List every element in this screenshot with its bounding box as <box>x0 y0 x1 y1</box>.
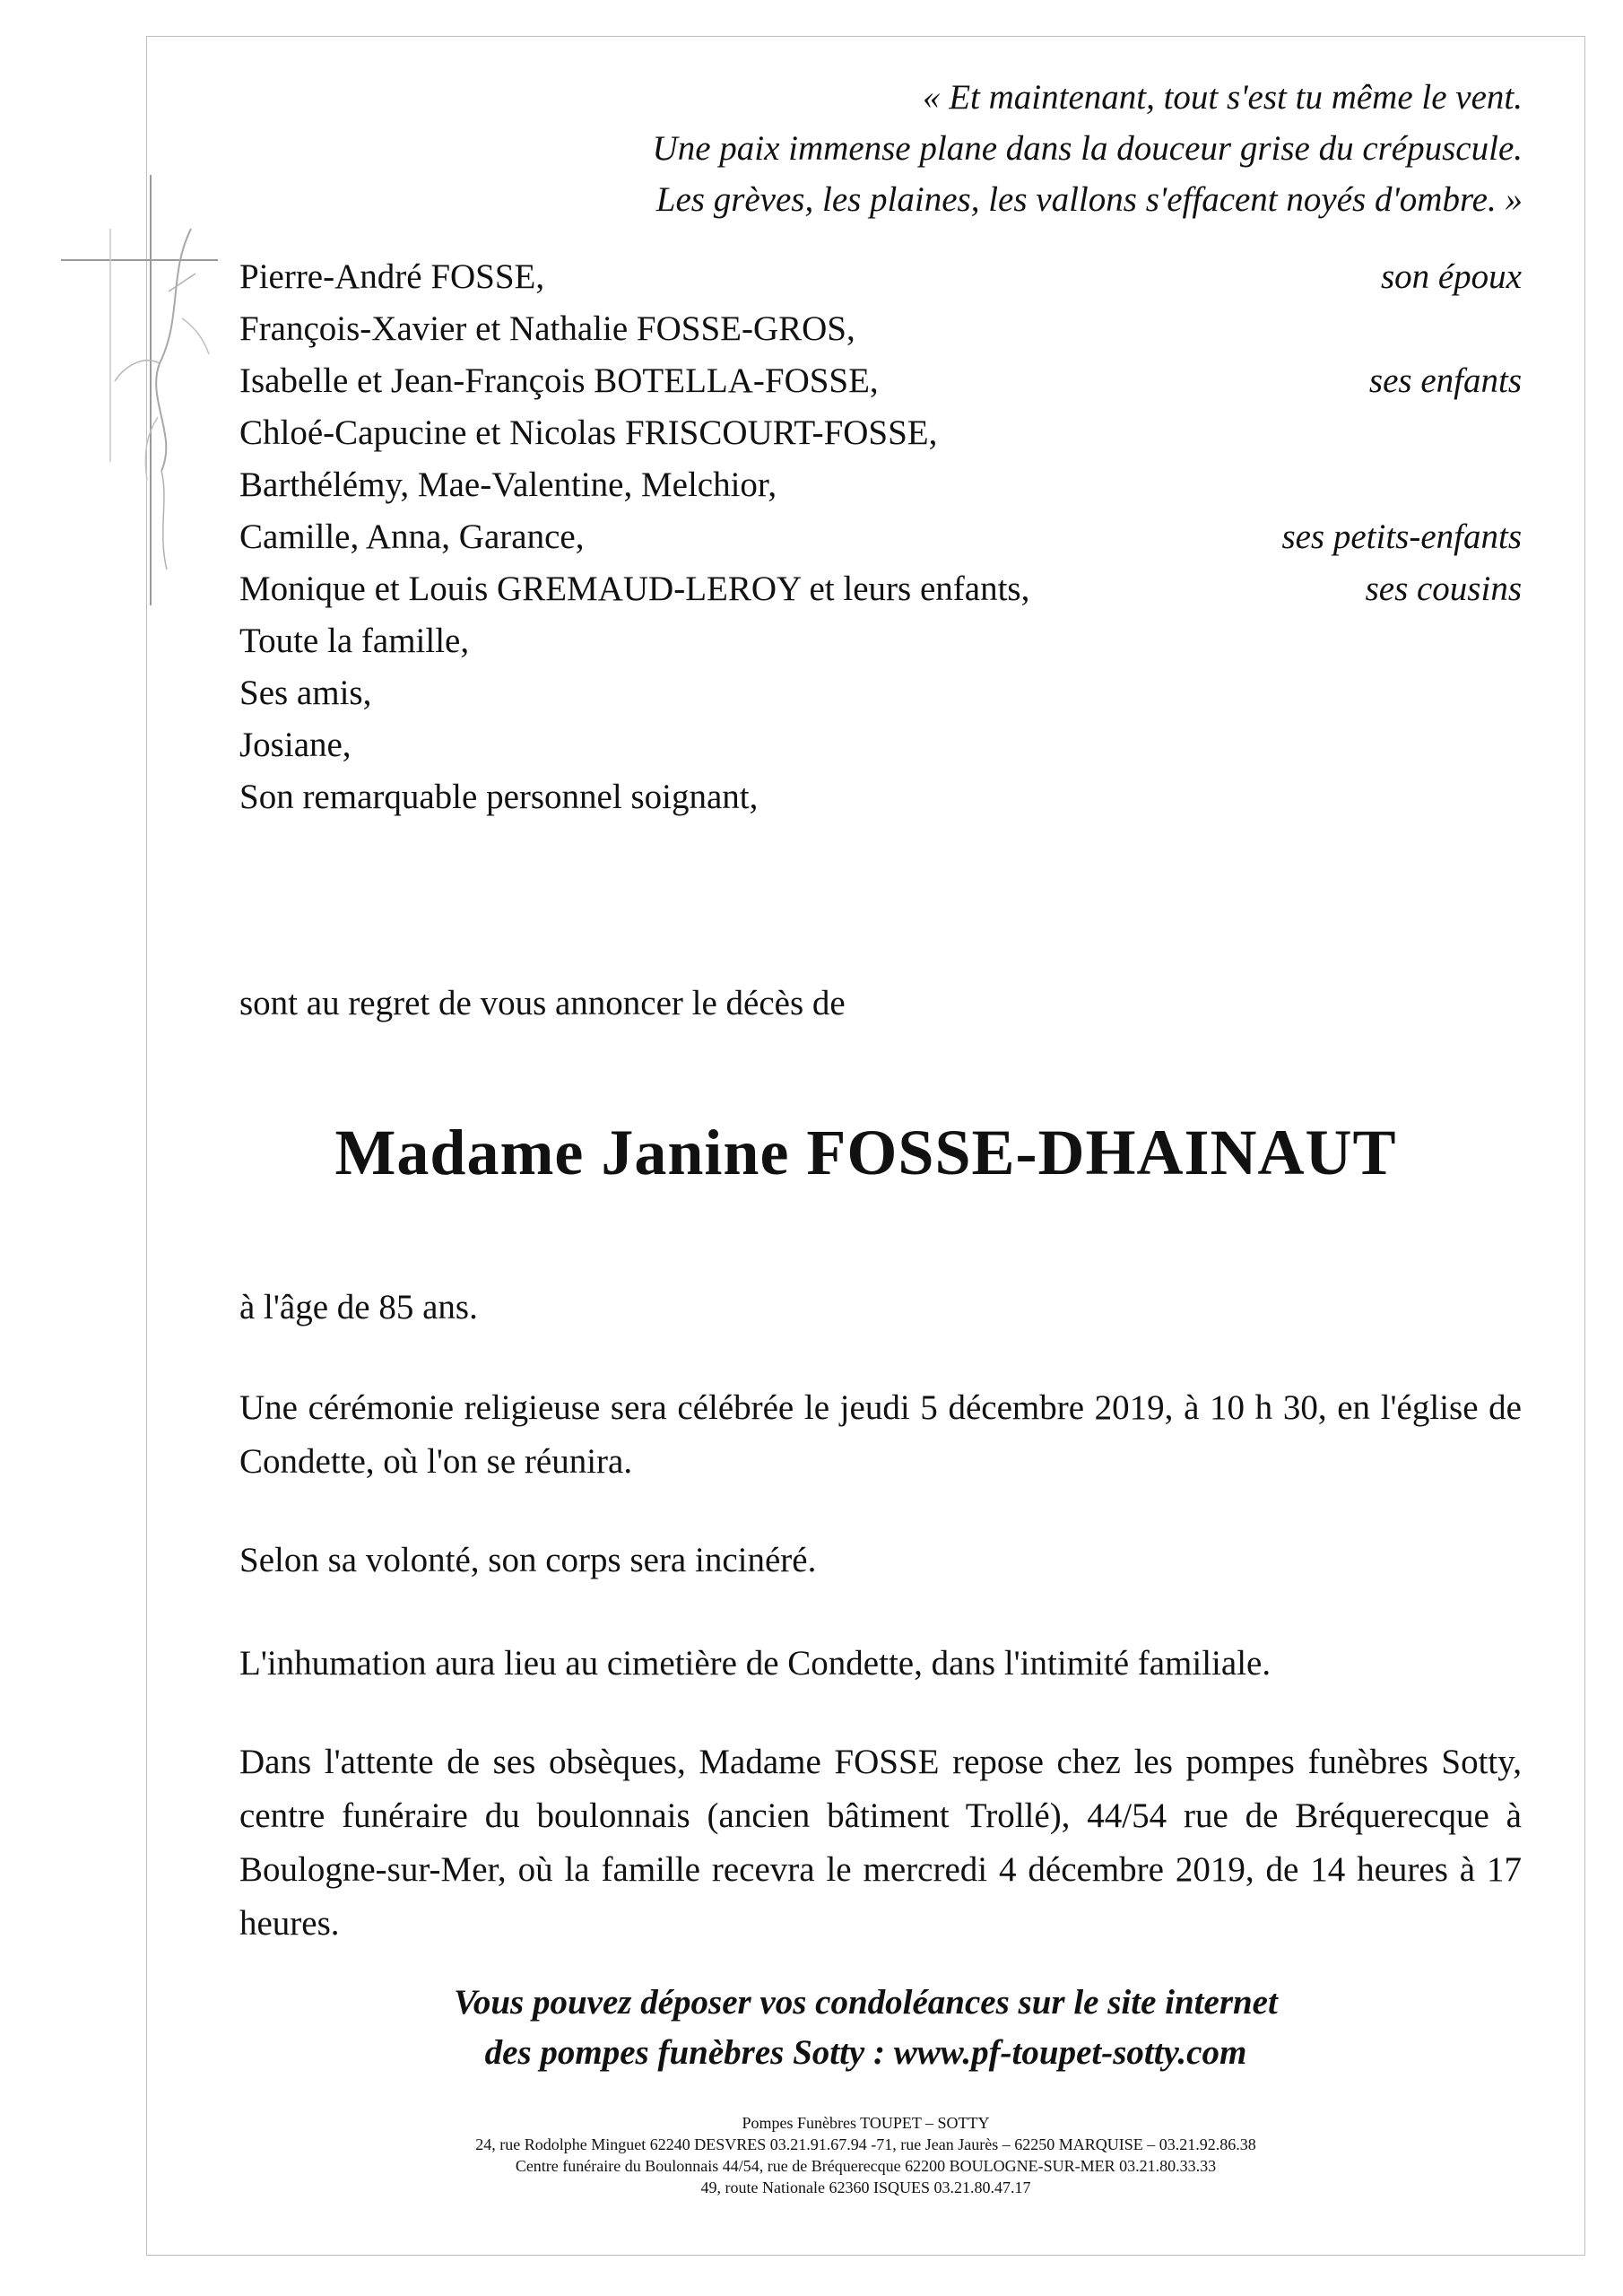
footer-line: Centre funéraire du Boulonnais 44/54, rue de Bréquerecque 62200 BOULOGNE-SUR-MER 03.21.80.33.33 <box>515 2157 1217 2175</box>
announcement-text: sont au regret de vous annoncer le décès de <box>239 984 846 1022</box>
family-member-name: Ses amis, <box>239 674 372 712</box>
family-list <box>239 251 1522 823</box>
family-row <box>239 407 1522 459</box>
family-row <box>239 771 1522 823</box>
footer-line: Pompes Funèbres TOUPET – SOTTY <box>742 2114 990 2132</box>
family-row <box>239 303 1522 355</box>
family-member-name: Son remarquable personnel soignant, <box>239 778 759 816</box>
family-member-name: Isabelle et Jean-François BOTELLA-FOSSE, <box>239 361 879 400</box>
epigraph-quote <box>357 72 1523 225</box>
family-row <box>239 251 1522 303</box>
cross-with-lily-icon <box>61 175 218 605</box>
quote-line: Une paix immense plane dans la douceur grise du crépuscule. <box>652 129 1523 168</box>
footer-line: 49, route Nationale 62360 ISQUES 03.21.80.47.17 <box>700 2179 1031 2196</box>
ceremony-paragraph: Une cérémonie religieuse sera célébrée le jeudi 5 décembre 2019, à 10 h 30, en l'église de Condette, où l'on se réunira. <box>239 1388 1522 1481</box>
family-member-name: Pierre-André FOSSE, <box>239 257 545 296</box>
family-member-name: Barthélémy, Mae-Valentine, Melchior, <box>239 465 777 504</box>
footer-line: 24, rue Rodolphe Minguet 62240 DESVRES 03.21.91.67.94 -71, rue Jean Jaurès – 62250 MARQUISE – 03.21.92.86.38 <box>475 2135 1256 2153</box>
family-row <box>239 615 1522 667</box>
deceased-name: Madame Janine FOSSE-DHAINAUT <box>334 1117 1397 1188</box>
condolences-line: Vous pouvez déposer vos condoléances sur le site internet <box>454 1983 1278 2022</box>
family-role: ses cousins <box>1365 570 1522 608</box>
family-role: son époux <box>1380 257 1522 296</box>
family-row <box>239 459 1522 511</box>
family-member-name: Toute la famille, <box>239 622 470 660</box>
family-role: ses enfants <box>1368 361 1522 400</box>
burial-paragraph: L'inhumation aura lieu au cimetière de Condette, dans l'intimité familiale. <box>239 1644 1271 1683</box>
family-row <box>239 563 1522 615</box>
will-paragraph: Selon sa volonté, son corps sera incinéré. <box>239 1541 817 1579</box>
funeral-home-footer <box>146 2112 1585 2198</box>
quote-line: Les grèves, les plaines, les vallons s'effacent noyés d'ombre. » <box>655 180 1523 219</box>
family-member-name: François-Xavier et Nathalie FOSSE-GROS, <box>239 309 855 348</box>
family-member-name: Chloé-Capucine et Nicolas FRISCOURT-FOSSE, <box>239 413 938 452</box>
family-member-name: Monique et Louis GREMAUD-LEROY et leurs enfants, <box>239 570 1030 608</box>
condolences-notice <box>146 1978 1585 2078</box>
quote-line: « Et maintenant, tout s'est tu même le vent. <box>922 78 1523 117</box>
family-row <box>239 719 1522 771</box>
family-member-name: Camille, Anna, Garance, <box>239 517 585 556</box>
condolences-line: des pompes funèbres Sotty : www.pf-toupet-sotty.com <box>484 2033 1247 2072</box>
family-row <box>239 355 1522 407</box>
family-row <box>239 511 1522 563</box>
family-role: ses petits-enfants <box>1281 517 1522 556</box>
family-row <box>239 667 1522 719</box>
family-member-name: Josiane, <box>239 726 352 764</box>
age-paragraph: à l'âge de 85 ans. <box>239 1288 478 1326</box>
visitation-paragraph: Dans l'attente de ses obsèques, Madame FOSSE repose chez les pompes funèbres Sotty, centre funéraire du boulonnais (ancien bâtiment Trollé), 44/54 rue de Bréquerecque à Boulogne-sur-Mer, où la famille recevra le mercredi 4 décembre 2019, de 14 heures à 17 heures. <box>239 1743 1522 1943</box>
